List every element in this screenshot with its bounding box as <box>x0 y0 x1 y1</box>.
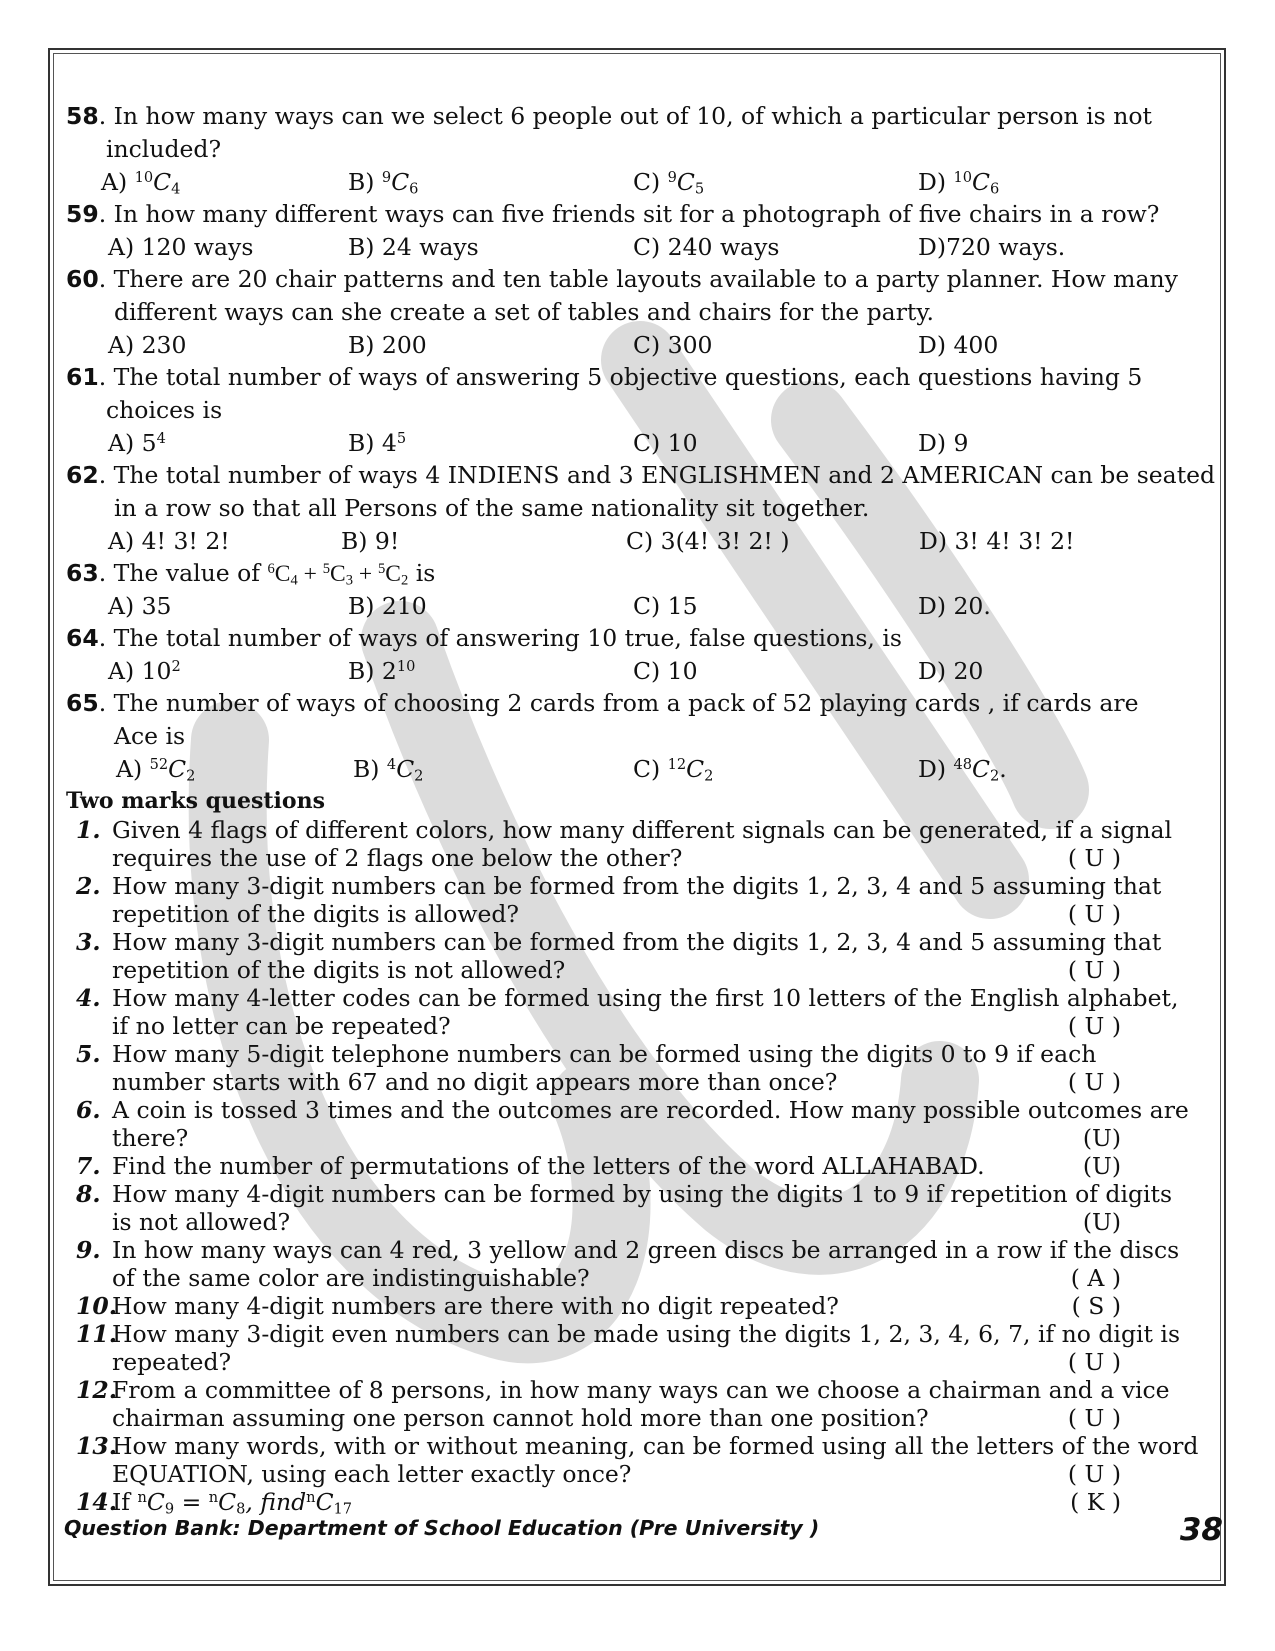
item-text: How many 3-digit even numbers can be made using the digits 1, 2, 3, 4, 6, 7, if no digit is <box>112 1320 1180 1348</box>
options-row <box>66 525 1216 557</box>
item-text-cont: is not allowed? <box>112 1208 291 1236</box>
mcq-61 <box>66 361 1216 459</box>
item-number: 1. <box>76 816 101 844</box>
option-b: B) $^4C_2$ <box>353 755 424 785</box>
option-c: C) $^{12}C_2$ <box>633 755 714 785</box>
option-d: D) $^{10}C_6$ <box>918 168 1000 198</box>
question-text: . There are 20 chair patterns and ten table layouts available to a party planner. How many <box>98 265 1178 293</box>
question-text-cont: choices is <box>106 396 223 424</box>
item-number: 13. <box>76 1432 117 1460</box>
option-d: D) 400 <box>918 331 999 359</box>
two-mark-question-1 <box>66 816 1173 872</box>
two-mark-question-12 <box>66 1376 1170 1432</box>
question-number: 65 <box>66 689 99 717</box>
two-mark-question-7 <box>66 1152 1161 1180</box>
option-c: C) 300 <box>633 331 713 359</box>
two-mark-question-2 <box>66 872 1161 928</box>
item-tag: ( U ) <box>1067 1460 1121 1488</box>
two-mark-question-9 <box>66 1236 1180 1292</box>
item-tag: ( S ) <box>1071 1292 1121 1320</box>
option-d: D) 20. <box>918 592 991 620</box>
option-d: D)720 ways. <box>918 233 1066 261</box>
item-text: A coin is tossed 3 times and the outcomes are recorded. How many possible outcomes are <box>112 1096 1189 1124</box>
mcq-63 <box>66 557 1216 622</box>
item-text: Find the number of permutations of the letters of the word ALLAHABAD. <box>112 1152 985 1180</box>
question-number: 64 <box>66 624 99 652</box>
item-number: 3. <box>76 928 101 956</box>
item-number: 12. <box>76 1376 117 1404</box>
option-b: B) 24 ways <box>348 233 479 261</box>
question-number: 61 <box>66 363 99 391</box>
option-b: B) 200 <box>348 331 427 359</box>
two-mark-question-5 <box>66 1040 1161 1096</box>
item-tag: ( A ) <box>1070 1264 1121 1292</box>
item-text: How many 5-digit telephone numbers can be formed using the digits 0 to 9 if each <box>112 1040 1097 1068</box>
item-formula: If $^nC_9 = ^nC_8$, $find^nC_{17}$ <box>112 1488 353 1518</box>
question-text-end: is <box>408 559 436 587</box>
question-text-cont: Ace is <box>114 722 186 750</box>
two-mark-question-10 <box>66 1292 1161 1320</box>
item-text: How many 4-letter codes can be formed using the first 10 letters of the English alphabet, <box>112 984 1179 1012</box>
option-a: A) $10^2$ <box>108 657 181 685</box>
item-text: In how many ways can 4 red, 3 yellow and 2 green discs be arranged in a row if the discs <box>112 1236 1180 1264</box>
question-number: 63 <box>66 559 99 587</box>
mcq-58 <box>66 100 1216 198</box>
item-number: 6. <box>76 1096 101 1124</box>
option-b: B) 210 <box>348 592 427 620</box>
two-mark-question-14 <box>66 1488 1161 1516</box>
two-mark-question-6 <box>66 1096 1189 1152</box>
item-number: 9. <box>76 1236 101 1264</box>
option-b: B) 9! <box>341 527 400 555</box>
item-text-cont: repeated? <box>112 1348 232 1376</box>
options-row <box>66 231 1216 263</box>
item-text-cont: of the same color are indistinguishable? <box>112 1264 590 1292</box>
option-c: C) 3(4! 3! 2! ) <box>626 527 790 555</box>
option-c: C) 240 ways <box>633 233 780 261</box>
option-b: B) $4^5$ <box>348 429 407 457</box>
option-c: C) 10 <box>633 657 698 685</box>
option-d: D) $^{48}C_2$. <box>918 755 1007 785</box>
item-text: Given 4 flags of different colors, how many different signals can be generated, if a signal <box>112 816 1173 844</box>
options-row <box>66 329 1216 361</box>
item-text: How many 3-digit numbers can be formed from the digits 1, 2, 3, 4 and 5 assuming that <box>112 928 1162 956</box>
item-tag: (U) <box>1082 1124 1121 1152</box>
question-text-cont: different ways can she create a set of tables and chairs for the party. <box>114 298 934 326</box>
question-text: . The total number of ways of answering 5 objective questions, each questions having 5 <box>98 363 1143 391</box>
two-mark-question-3 <box>66 928 1161 984</box>
option-a: A) $^{52}C_2$ <box>116 755 196 785</box>
option-d: D) 3! 4! 3! 2! <box>919 527 1075 555</box>
question-text: . The number of ways of choosing 2 cards from a pack of 52 playing cards , if cards are <box>98 689 1139 717</box>
item-tag: (U) <box>1082 1208 1121 1236</box>
two-mark-question-11 <box>66 1320 1180 1376</box>
item-number: 4. <box>76 984 101 1012</box>
two-mark-question-4 <box>66 984 1179 1040</box>
mcq-60 <box>66 263 1216 361</box>
footer-text: Question Bank: Department of School Education (Pre University ) <box>64 1516 820 1540</box>
item-text-cont: chairman assuming one person cannot hold more than one position? <box>112 1404 929 1432</box>
question-number: 58 <box>66 102 99 130</box>
two-mark-question-13 <box>66 1432 1199 1488</box>
item-text: How many 4-digit numbers are there with no digit repeated? <box>112 1292 839 1320</box>
question-text: . The total number of ways 4 INDIENS and 3 ENGLISHMEN and 2 AMERICAN can be seated <box>98 461 1216 489</box>
options-row <box>66 590 1216 622</box>
option-a: A) 120 ways <box>108 233 254 261</box>
item-tag: ( U ) <box>1067 1068 1121 1096</box>
options-row <box>66 166 1216 198</box>
combination-expression: $^6C_4 + ^5C_3 + ^5C_2$ <box>267 561 409 589</box>
question-number: 62 <box>66 461 99 489</box>
item-number: 11. <box>76 1320 117 1348</box>
option-d: D) 9 <box>918 429 969 457</box>
item-tag: ( U ) <box>1067 1012 1121 1040</box>
item-text: How many 3-digit numbers can be formed from the digits 1, 2, 3, 4 and 5 assuming that <box>112 872 1162 900</box>
item-text: How many words, with or without meaning, can be formed using all the letters of the word <box>112 1432 1199 1460</box>
item-tag: (U) <box>1082 1152 1121 1180</box>
page-number: 38 <box>1179 1512 1223 1548</box>
option-a: A) 4! 3! 2! <box>108 527 230 555</box>
options-row <box>66 655 1216 687</box>
option-b: B) $^9C_6$ <box>348 168 419 198</box>
mcq-59 <box>66 198 1216 263</box>
item-number: 8. <box>76 1180 101 1208</box>
item-text-cont: repetition of the digits is allowed? <box>112 900 520 928</box>
mcq-64 <box>66 622 1216 687</box>
question-text-cont: in a row so that all Persons of the same nationality sit together. <box>114 494 870 522</box>
two-marks-list <box>66 816 1199 1518</box>
item-tag: ( U ) <box>1067 1348 1121 1376</box>
option-a: A) 35 <box>108 592 172 620</box>
question-text: . In how many ways can we select 6 people out of 10, of which a particular person is not <box>98 102 1152 130</box>
item-tag: ( U ) <box>1067 1404 1121 1432</box>
option-c: C) 15 <box>633 592 698 620</box>
section-title: Two marks questions <box>66 788 325 814</box>
question-text: . The value of <box>98 559 268 587</box>
question-content <box>66 100 1216 1516</box>
mcq-65 <box>66 687 1216 785</box>
item-text-cont: requires the use of 2 flags one below the other? <box>112 844 683 872</box>
option-a: A) 230 <box>108 331 187 359</box>
mcq-62 <box>66 459 1216 557</box>
item-text-cont: there? <box>112 1124 189 1152</box>
item-number: 5. <box>76 1040 101 1068</box>
item-number: 10. <box>76 1292 117 1320</box>
item-text-cont: EQUATION, using each letter exactly once? <box>112 1460 632 1488</box>
option-a: A) $^{10}C_4$ <box>101 168 181 198</box>
two-mark-question-8 <box>66 1180 1173 1236</box>
item-tag: ( U ) <box>1067 900 1121 928</box>
item-tag: ( U ) <box>1067 844 1121 872</box>
question-number: 59 <box>66 200 99 228</box>
item-number: 7. <box>76 1152 101 1180</box>
option-b: B) $2^{10}$ <box>348 657 416 685</box>
item-text-cont: number starts with 67 and no digit appears more than once? <box>112 1068 838 1096</box>
item-tag: ( K ) <box>1070 1488 1121 1516</box>
option-d: D) 20 <box>918 657 984 685</box>
question-text-cont: included? <box>106 135 222 163</box>
option-c: C) $^9C_5$ <box>633 168 705 198</box>
question-number: 60 <box>66 265 99 293</box>
option-c: C) 10 <box>633 429 698 457</box>
item-text-cont: repetition of the digits is not allowed? <box>112 956 566 984</box>
options-row <box>66 427 1216 459</box>
question-text: . The total number of ways of answering 10 true, false questions, is <box>98 624 902 652</box>
item-number: 2. <box>76 872 101 900</box>
item-tag: ( U ) <box>1067 956 1121 984</box>
option-a: A) $5^4$ <box>108 429 166 457</box>
item-text: From a committee of 8 persons, in how many ways can we choose a chairman and a vice <box>112 1376 1170 1404</box>
item-number: 14. <box>76 1488 117 1516</box>
question-text: . In how many different ways can five friends sit for a photograph of five chairs in a row? <box>98 200 1160 228</box>
item-text-cont: if no letter can be repeated? <box>112 1012 451 1040</box>
item-text: How many 4-digit numbers can be formed by using the digits 1 to 9 if repetition of digits <box>112 1180 1173 1208</box>
options-row <box>66 753 1216 785</box>
